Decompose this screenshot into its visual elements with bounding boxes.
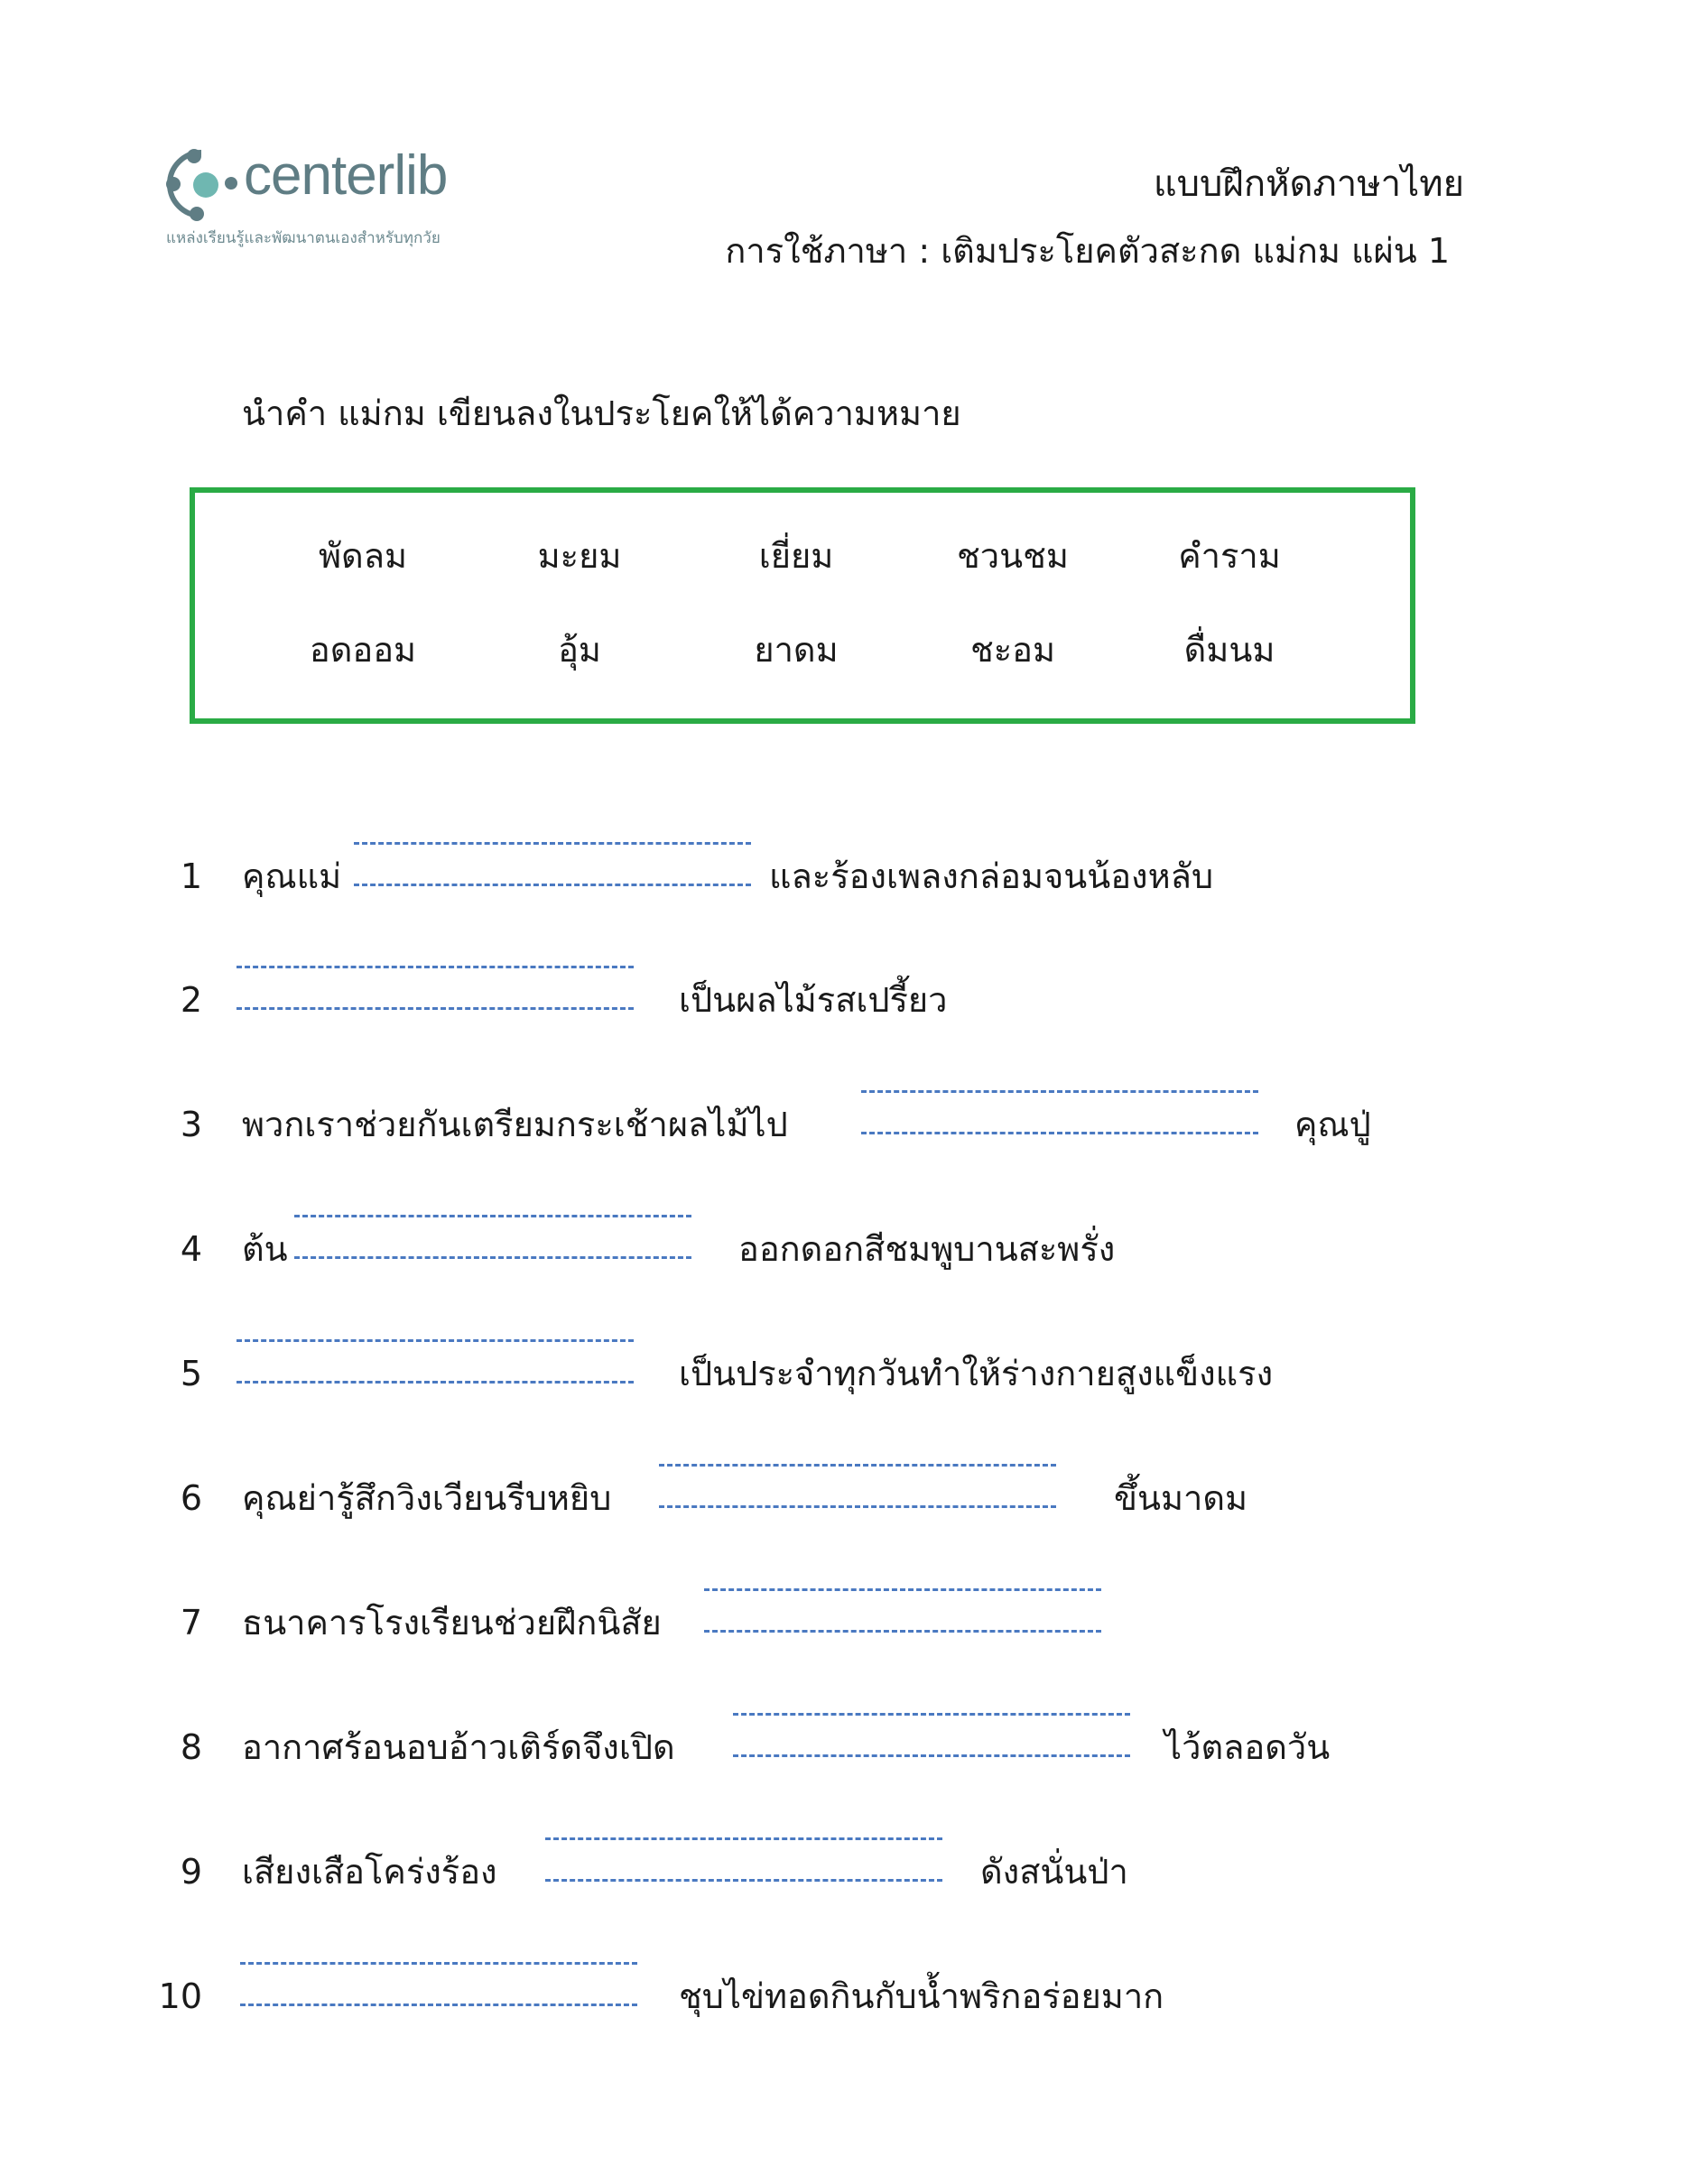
question-number: 1 — [180, 856, 202, 896]
answer-blank[interactable] — [354, 842, 751, 887]
word-bank-item: ยาดม — [754, 630, 839, 670]
logo-wordmark: centerlib — [244, 144, 448, 207]
question-number: 4 — [180, 1229, 202, 1269]
question-number: 2 — [180, 980, 202, 1020]
question-text-before: ต้น — [242, 1229, 288, 1269]
question-number: 8 — [180, 1727, 202, 1767]
answer-blank[interactable] — [704, 1588, 1101, 1633]
question-text-after: ขึ้นมาดม — [1114, 1478, 1248, 1518]
answer-blank[interactable] — [733, 1713, 1130, 1758]
word-bank-item: คำราม — [1178, 536, 1281, 576]
logo-tagline: แหล่งเรียนรู้และพัฒนาตนเองสำหรับทุกวัย — [166, 229, 441, 247]
word-bank-grid — [195, 529, 1470, 677]
word-bank-item: ชะอม — [969, 630, 1056, 670]
question-text-after: และร้องเพลงกล่อมจนน้องหลับ — [769, 856, 1214, 896]
question-number: 7 — [180, 1603, 202, 1643]
question-1 — [0, 844, 1688, 907]
question-text-after: คุณปู่ — [1294, 1105, 1371, 1144]
question-7 — [0, 1590, 1688, 1653]
answer-blank[interactable] — [294, 1215, 691, 1260]
question-text-before: ธนาคารโรงเรียนช่วยฝึกนิสัย — [242, 1603, 662, 1643]
question-4 — [0, 1217, 1688, 1280]
question-8 — [0, 1715, 1688, 1778]
answer-blank[interactable] — [861, 1090, 1258, 1135]
question-number: 5 — [180, 1354, 202, 1393]
word-bank-item: ดื่มนม — [1183, 630, 1275, 670]
answer-blank[interactable] — [240, 1962, 637, 2007]
question-text-before: คุณแม่ — [242, 856, 342, 896]
instruction-text: นำคำ แม่กม เขียนลงในประโยคให้ได้ความหมาย — [242, 393, 961, 433]
answer-blank[interactable] — [237, 966, 634, 1011]
answer-blank[interactable] — [237, 1339, 634, 1384]
question-text-after: ออกดอกสีชมพูบานสะพรั่ง — [738, 1229, 1116, 1269]
question-text-after: ไว้ตลอดวัน — [1164, 1727, 1331, 1767]
word-bank-item: เยี่ยม — [758, 536, 834, 576]
question-9 — [0, 1839, 1688, 1902]
word-bank-item: มะยม — [537, 536, 622, 576]
worksheet-subtitle: การใช้ภาษา : เติมประโยคตัวสะกด แม่กม แผ่น 1 — [725, 231, 1450, 271]
word-bank-item: พัดลม — [318, 536, 408, 576]
question-text-after: ดังสนั่นป่า — [980, 1852, 1128, 1892]
question-text-before: คุณย่ารู้สึกวิงเวียนรีบหยิบ — [242, 1478, 612, 1518]
question-10 — [0, 1964, 1688, 2027]
question-5 — [0, 1341, 1688, 1404]
worksheet-title: แบบฝึกหัดภาษาไทย — [1153, 163, 1464, 205]
question-text-after: เป็นผลไม้รสเปรี้ยว — [679, 980, 948, 1020]
question-text-after: เป็นประจำทุกวันทำให้ร่างกายสูงแข็งแรง — [679, 1354, 1274, 1393]
word-bank-item: อุ้ม — [558, 630, 601, 670]
question-text-before: เสียงเสือโคร่งร้อง — [242, 1852, 497, 1892]
question-number: 3 — [180, 1105, 202, 1144]
centerlib-logo — [161, 140, 540, 257]
question-text-after: ชุบไข่ทอดกินกับน้ำพริกอร่อยมาก — [679, 1976, 1164, 2016]
answer-blank[interactable] — [545, 1837, 942, 1883]
question-number: 9 — [180, 1852, 202, 1892]
question-text-before: อากาศร้อนอบอ้าวเติร์ดจึงเปิด — [242, 1727, 675, 1767]
word-bank-box — [190, 487, 1415, 724]
question-6 — [0, 1466, 1688, 1529]
word-bank-item: ชวนชม — [957, 536, 1069, 576]
question-number: 10 — [158, 1976, 202, 2016]
question-text-before: พวกเราช่วยกันเตรียมกระเช้าผลไม้ไป — [242, 1105, 788, 1144]
molecule-logo-icon — [161, 143, 242, 225]
question-number: 6 — [180, 1478, 202, 1518]
question-2 — [0, 967, 1688, 1031]
answer-blank[interactable] — [659, 1464, 1056, 1509]
word-bank-item: อดออม — [309, 630, 417, 670]
question-3 — [0, 1092, 1688, 1155]
